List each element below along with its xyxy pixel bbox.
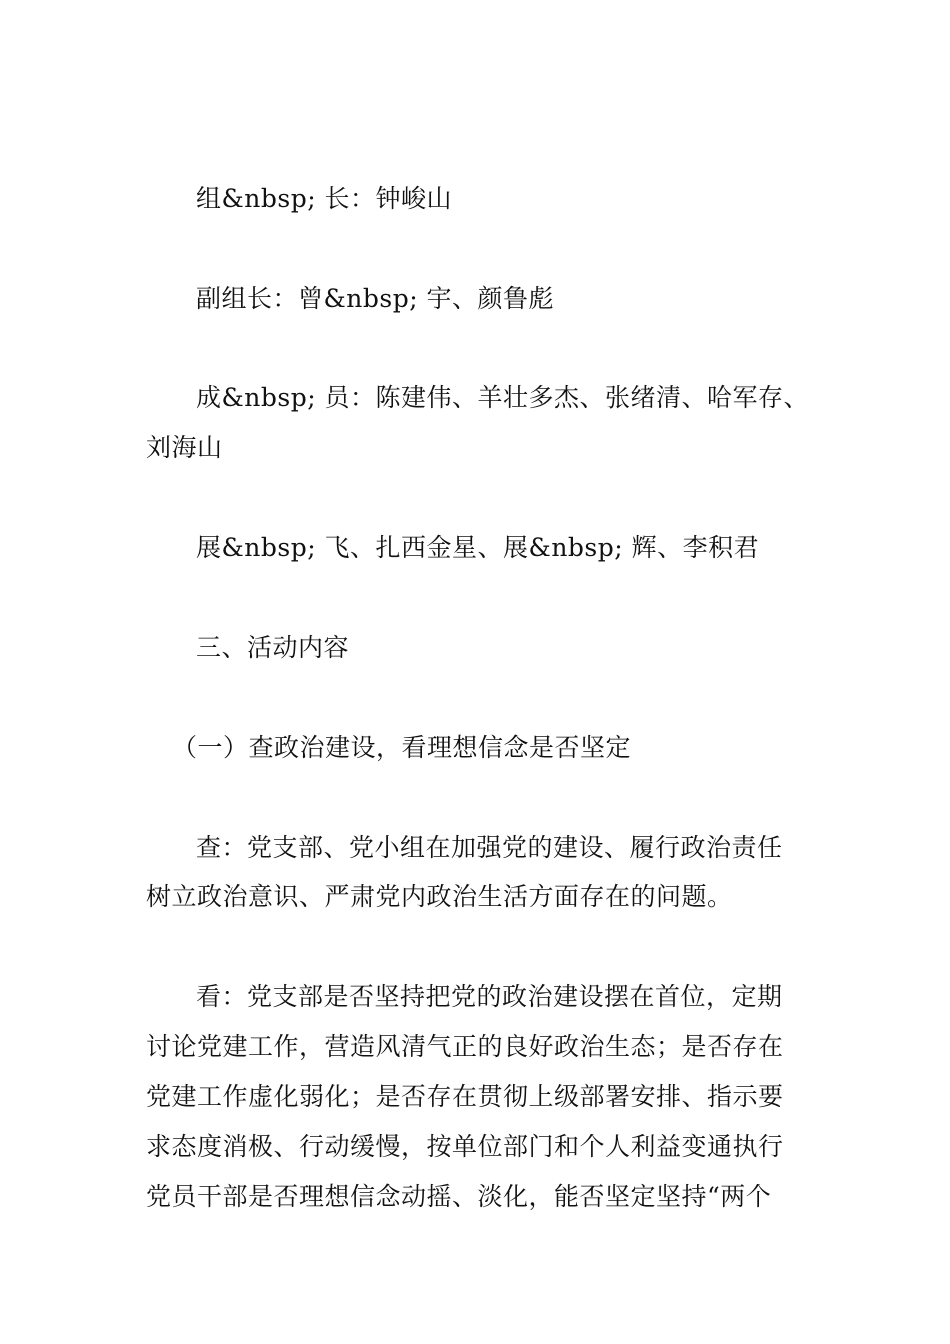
leader-line: 组&nbsp; 长：钟峻山 xyxy=(196,184,453,213)
deputy-leader-line: 副组长：曾&nbsp; 宇、颜鲁彪 xyxy=(196,284,555,313)
subsection-heading: （一）查政治建设，看理想信念是否坚定 xyxy=(172,733,632,762)
paragraph-line: 看：党支部是否坚持把党的政治建设摆在首位，定期 xyxy=(196,982,783,1011)
section-heading: 三、活动内容 xyxy=(196,633,350,662)
paragraph-line: 党员干部是否理想信念动摇、淡化，能否坚定坚持“两个 xyxy=(146,1182,772,1211)
paragraph-line: 查：党支部、党小组在加强党的建设、履行政治责任 xyxy=(196,833,783,862)
members-line: 展&nbsp; 飞、扎西金星、展&nbsp; 辉、李积君 xyxy=(196,533,760,562)
paragraph-line: 讨论党建工作，营造风清气正的良好政治生态；是否存在 xyxy=(146,1032,784,1061)
members-line: 成&nbsp; 员：陈建伟、羊壮多杰、张绪清、哈军存、 xyxy=(196,383,810,412)
members-line-continued: 刘海山 xyxy=(146,433,223,462)
paragraph-line: 求态度消极、行动缓慢，按单位部门和个人利益变通执行 xyxy=(146,1132,784,1161)
paragraph-line: 树立政治意识、严肃党内政治生活方面存在的问题。 xyxy=(146,882,733,911)
paragraph-line: 党建工作虚化弱化；是否存在贯彻上级部署安排、指示要 xyxy=(146,1082,784,1111)
